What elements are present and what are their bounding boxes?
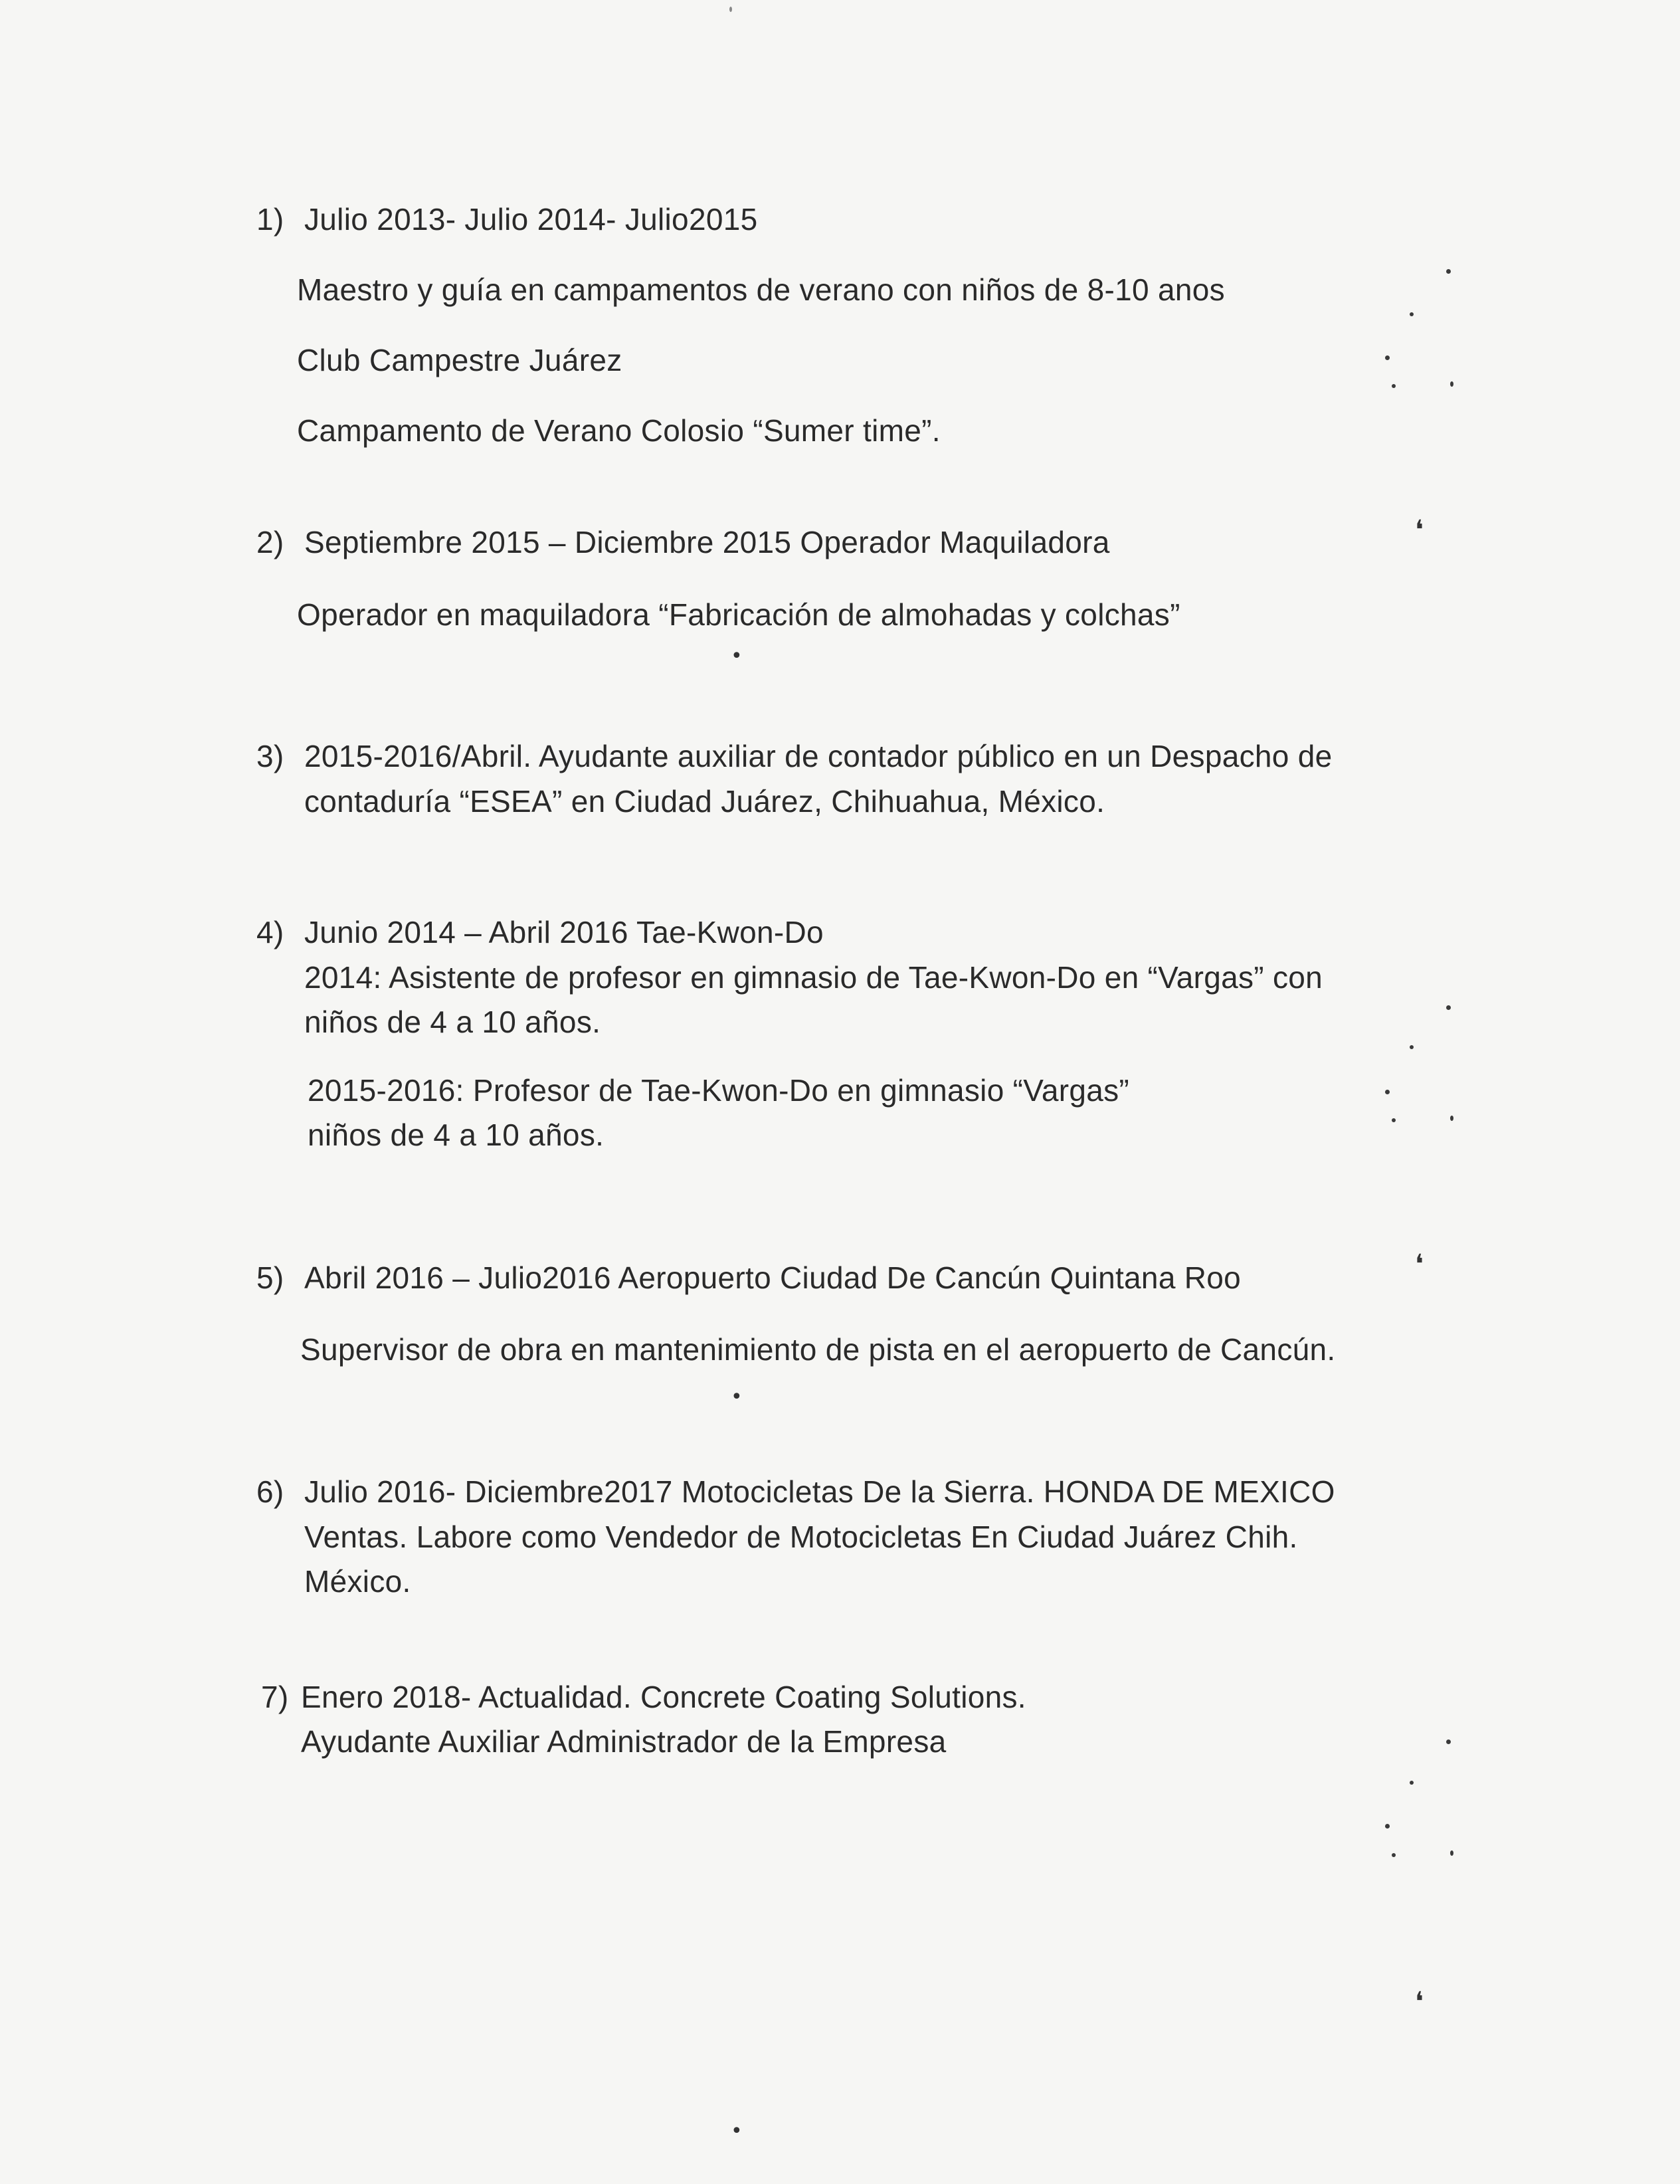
scan-speck bbox=[1385, 1090, 1390, 1094]
entry-6-heading: Julio 2016- Diciembre2017 Motocicletas De la Sierra. HONDA DE MEXICO bbox=[304, 1474, 1335, 1509]
entry-1-heading: Julio 2013- Julio 2014- Julio2015 bbox=[304, 202, 758, 237]
entry-3-line-1: contaduría “ESEA” en Ciudad Juárez, Chihuahua, México. bbox=[304, 784, 1105, 819]
scan-speck: ❛ bbox=[1415, 1249, 1424, 1280]
entry-3-heading: 2015-2016/Abril. Ayudante auxiliar de contador público en un Despacho de bbox=[304, 739, 1333, 773]
scan-speck: ❛ bbox=[1415, 1987, 1424, 2017]
scan-speck bbox=[1392, 1853, 1396, 1857]
entry-2-heading: Septiembre 2015 – Diciembre 2015 Operador Maquiladora bbox=[304, 525, 1110, 559]
scan-speck bbox=[1385, 1824, 1390, 1829]
entry-4-line-3: 2015-2016: Profesor de Tae-Kwon-Do en gimnasio “Vargas” bbox=[308, 1073, 1130, 1108]
scan-speck: • bbox=[731, 2120, 743, 2143]
scan-speck: ❛ bbox=[1415, 515, 1424, 546]
entry-6-number: 6) bbox=[256, 1474, 284, 1509]
scan-speck: • bbox=[731, 1385, 743, 1409]
entry-3-number: 3) bbox=[256, 739, 284, 773]
entry-1-number: 1) bbox=[256, 202, 284, 237]
scan-speck bbox=[1450, 381, 1453, 387]
entry-7-number: 7) bbox=[261, 1680, 289, 1714]
entry-4-heading: Junio 2014 – Abril 2016 Tae-Kwon-Do bbox=[304, 915, 824, 949]
scan-speck bbox=[1392, 384, 1396, 388]
scan-speck bbox=[1446, 269, 1451, 274]
scan-speck bbox=[1450, 1850, 1453, 1856]
entry-1-line-3: Campamento de Verano Colosio “Sumer time”. bbox=[297, 413, 941, 448]
entry-2-number: 2) bbox=[256, 525, 284, 559]
scan-speck bbox=[1410, 312, 1414, 316]
entry-6-line-1: Ventas. Labore como Vendedor de Motocicletas En Ciudad Juárez Chih. bbox=[304, 1520, 1298, 1554]
entry-4-number: 4) bbox=[256, 915, 284, 949]
scan-speck: • bbox=[731, 645, 743, 668]
entry-4-line-2: niños de 4 a 10 años. bbox=[304, 1005, 601, 1039]
entry-5-line-1: Supervisor de obra en mantenimiento de pista en el aeropuerto de Cancún. bbox=[300, 1332, 1336, 1367]
entry-2-line-1: Operador en maquiladora “Fabricación de almohadas y colchas” bbox=[297, 597, 1180, 632]
entry-7-heading: Enero 2018- Actualidad. Concrete Coating Solutions. bbox=[301, 1680, 1026, 1714]
entry-5-number: 5) bbox=[256, 1260, 284, 1295]
scan-speck bbox=[1450, 1116, 1453, 1121]
scan-speck bbox=[1446, 1005, 1451, 1010]
entry-1-line-2: Club Campestre Juárez bbox=[297, 343, 622, 377]
scan-speck bbox=[1410, 1781, 1414, 1785]
scan-speck bbox=[1446, 1739, 1451, 1744]
entry-5-heading: Abril 2016 – Julio2016 Aeropuerto Ciudad De Cancún Quintana Roo bbox=[304, 1260, 1242, 1295]
entry-6-line-2: México. bbox=[304, 1564, 411, 1599]
scan-speck bbox=[729, 7, 732, 12]
scan-speck bbox=[1410, 1045, 1414, 1049]
entry-7-line-1: Ayudante Auxiliar Administrador de la Empresa bbox=[301, 1724, 947, 1759]
entry-1-line-1: Maestro y guía en campamentos de verano con niños de 8-10 anos bbox=[297, 272, 1225, 307]
entry-4-line-1: 2014: Asistente de profesor en gimnasio de Tae-Kwon-Do en “Vargas” con bbox=[304, 960, 1323, 995]
scan-speck bbox=[1385, 355, 1390, 360]
scan-speck bbox=[1392, 1118, 1396, 1122]
entry-4-line-4: niños de 4 a 10 años. bbox=[308, 1118, 605, 1152]
